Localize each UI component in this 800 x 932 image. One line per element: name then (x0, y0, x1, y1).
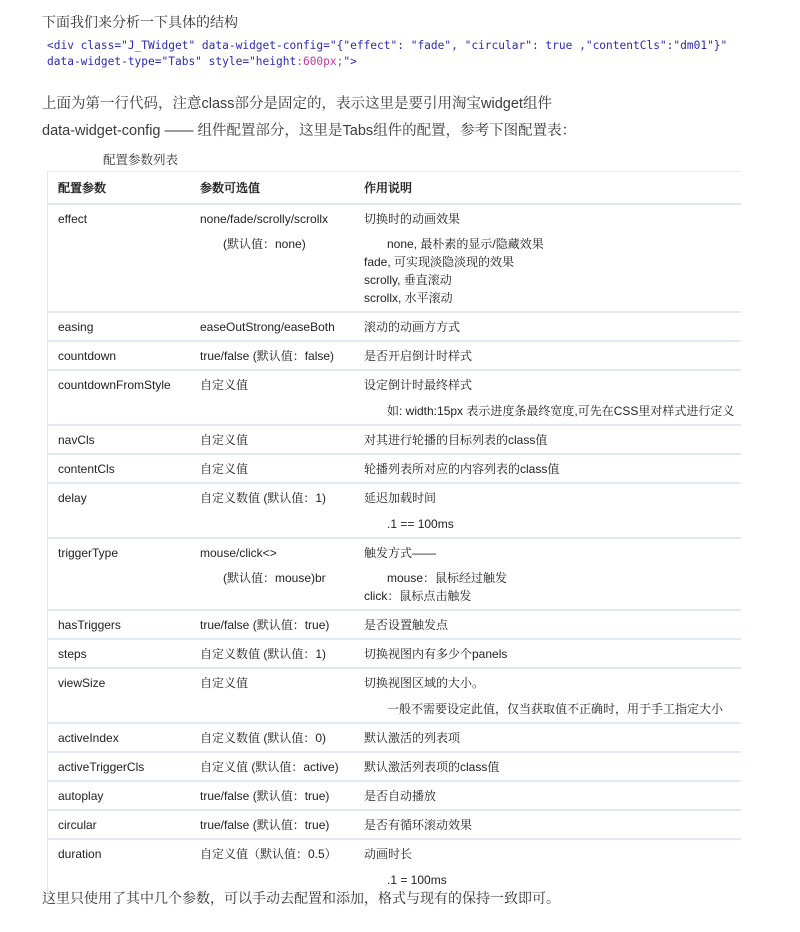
param-default: (默认值：mouse)br (223, 571, 326, 585)
param-desc-detail: 一般不需要设定此值，仅当获取值不正确时，用于手工指定大小 (387, 702, 724, 716)
param-values: true/false (默认值：true) (200, 789, 330, 803)
code-line-1: <div class="J_TWidget" data-widget-config="{"effect": "fade", "circular": true ,"contentCls":"dm01"}" (47, 39, 728, 52)
param-desc: 切换视图区域的大小。 (364, 676, 485, 690)
table-row (48, 840, 741, 893)
param-desc-detail: 如: width:15px 表示进度条最终宽度,可先在CSS里对样式进行定义 (387, 404, 735, 418)
param-values: true/false (默认值：false) (200, 349, 335, 363)
param-desc: 延迟加载时间 (364, 491, 437, 505)
table-caption: 配置参数列表 (103, 153, 179, 167)
note-paragraph-1: 上面为第一行代码，注意class部分是固定的，表示这里是要引用淘宝widget组件 (42, 96, 552, 112)
header-values: 参数可选值 (200, 181, 261, 195)
param-desc-detail: .1 == 100ms (387, 517, 454, 531)
param-default: (默认值：none) (223, 237, 306, 251)
param-desc-detail: fade, 可实现淡隐淡现的效果 (364, 255, 515, 269)
param-values: 自定义数值 (默认值：0) (200, 731, 327, 745)
param-values: 自定义值 (200, 462, 249, 476)
param-name: triggerType (58, 546, 119, 560)
param-values: 自定义数值 (默认值：1) (200, 647, 327, 661)
param-values: easeOutStrong/easeBoth (200, 320, 335, 334)
param-desc: 是否设置触发点 (364, 618, 449, 632)
param-name: viewSize (58, 676, 106, 690)
param-desc: 切换视图内有多少个panels (364, 647, 508, 661)
param-desc-detail: scrollx, 水平滚动 (364, 291, 453, 305)
param-desc: 是否有循环滚动效果 (364, 818, 473, 832)
param-name: effect (58, 212, 88, 226)
param-name: contentCls (58, 462, 115, 476)
footer-paragraph: 这里只使用了其中几个参数，可以手动去配置和添加，格式与现有的保持一致即可。 (42, 890, 560, 906)
param-name: countdown (58, 349, 117, 363)
param-values: 自定义值 (200, 433, 249, 447)
param-name: delay (58, 491, 87, 505)
param-name: duration (58, 847, 102, 861)
param-desc-detail: click：鼠标点击触发 (364, 589, 472, 603)
table-row (48, 782, 741, 811)
code-line-2a: data-widget-type="Tabs" style="height (47, 55, 297, 68)
param-values: none/fade/scrolly/scrollx (200, 212, 329, 226)
param-values: true/false (默认值：true) (200, 618, 330, 632)
param-name: hasTriggers (58, 618, 121, 632)
param-desc: 触发方式—— (364, 546, 437, 560)
param-desc-detail: none, 最朴素的显示/隐藏效果 (387, 237, 544, 251)
config-table (47, 171, 741, 893)
param-values: 自定义值 (默认值：active) (200, 760, 339, 774)
param-desc-detail: .1 = 100ms (387, 873, 447, 887)
param-name: activeIndex (58, 731, 119, 745)
param-desc: 是否自动播放 (364, 789, 437, 803)
param-desc: 是否开启倒计时样式 (364, 349, 473, 363)
table-row (48, 342, 741, 371)
table-header-row (48, 172, 741, 205)
param-desc: 滚动的动画方方式 (364, 320, 461, 334)
param-desc: 默认激活的列表项 (364, 731, 461, 745)
param-desc: 设定倒计时最终样式 (364, 378, 473, 392)
table-row (48, 539, 741, 611)
param-desc-detail: scrolly, 垂直滚动 (364, 273, 452, 287)
param-values: mouse/click<> (200, 546, 277, 560)
param-values: 自定义值（默认值：0.5） (200, 847, 337, 861)
code-line-2c: "> (343, 55, 357, 68)
param-desc: 切换时的动画效果 (364, 212, 461, 226)
param-desc: 轮播列表所对应的内容列表的class值 (364, 462, 560, 476)
param-values: 自定义值 (200, 676, 249, 690)
param-name: countdownFromStyle (58, 378, 171, 392)
table-row (48, 426, 741, 455)
header-param: 配置参数 (58, 181, 107, 195)
code-block (47, 38, 727, 70)
param-name: autoplay (58, 789, 104, 803)
param-desc: 默认激活列表项的class值 (364, 760, 500, 774)
param-desc-detail: mouse：鼠标经过触发 (387, 571, 508, 585)
param-values: 自定义数值 (默认值：1) (200, 491, 327, 505)
table-row (48, 484, 741, 539)
table-row (48, 640, 741, 669)
param-desc: 对其进行轮播的目标列表的class值 (364, 433, 548, 447)
header-desc: 作用说明 (364, 181, 413, 195)
param-values: 自定义值 (200, 378, 249, 392)
param-name: easing (58, 320, 94, 334)
param-name: activeTriggerCls (58, 760, 145, 774)
table-row (48, 724, 741, 753)
table-row (48, 611, 741, 640)
param-name: circular (58, 818, 97, 832)
table-row (48, 371, 741, 426)
table-row (48, 669, 741, 724)
param-desc: 动画时长 (364, 847, 413, 861)
table-row (48, 313, 741, 342)
table-row (48, 811, 741, 840)
intro-paragraph: 下面我们来分析一下具体的结构 (42, 14, 238, 30)
param-name: navCls (58, 433, 95, 447)
table-row (48, 455, 741, 484)
param-values: true/false (默认值：true) (200, 818, 330, 832)
code-line-2b: :600px; (296, 55, 344, 68)
note-paragraph-2: data-widget-config —— 组件配置部分，这里是Tabs组件的配置，参考下图配置表： (42, 123, 577, 139)
table-row (48, 753, 741, 782)
table-row (48, 205, 741, 313)
param-name: steps (58, 647, 87, 661)
